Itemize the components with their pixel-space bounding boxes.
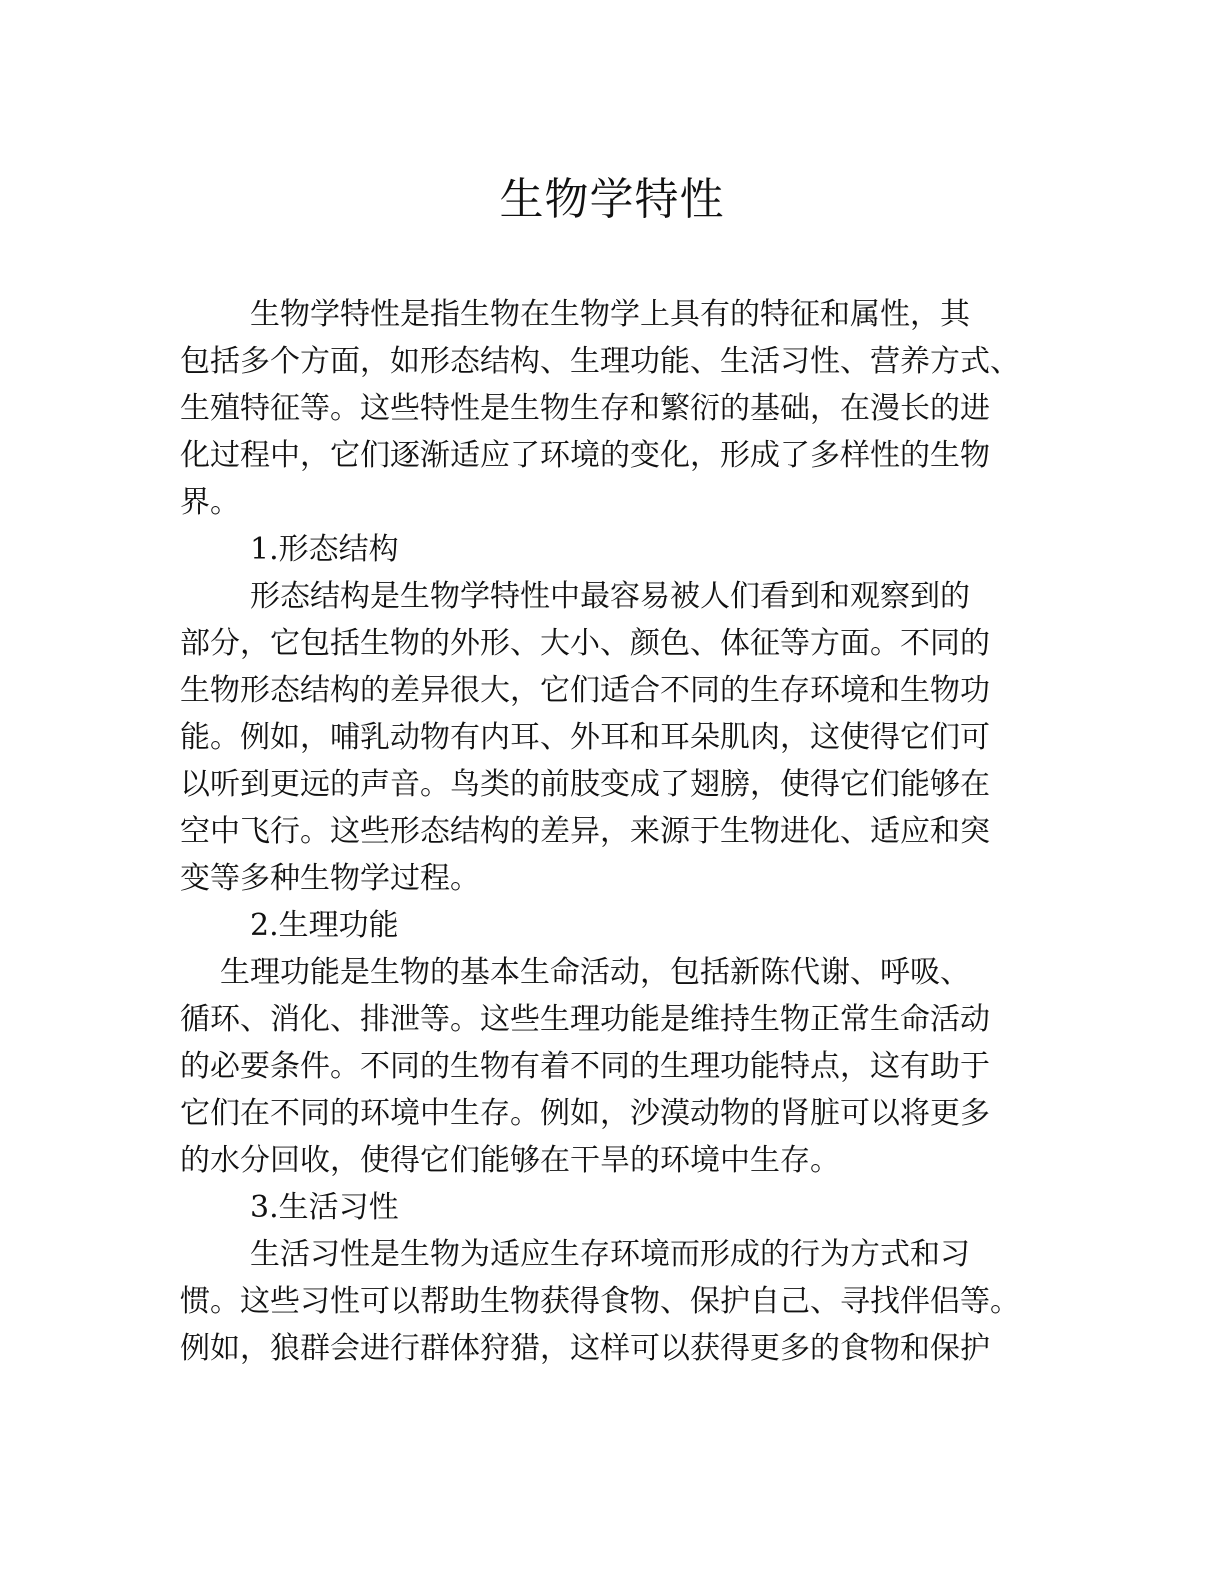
paragraph-line: 部分，它包括生物的外形、大小、颜色、体征等方面。不同的 (180, 626, 990, 661)
paragraph-line: 空中飞行。这些形态结构的差异，来源于生物进化、适应和突 (180, 814, 990, 849)
paragraph-line: 生殖特征等。这些特性是生物生存和繁衍的基础，在漫长的进 (180, 391, 990, 426)
paragraph-line: 它们在不同的环境中生存。例如，沙漠动物的肾脏可以将更多 (180, 1096, 990, 1131)
section-heading: 1.形态结构 (250, 532, 399, 567)
paragraph-line: 化过程中，它们逐渐适应了环境的变化，形成了多样性的生物 (180, 438, 990, 473)
paragraph-line: 惯。这些习性可以帮助生物获得食物、保护自己、寻找伴侣等。 (180, 1284, 1020, 1319)
paragraph-line: 生理功能是生物的基本生命活动，包括新陈代谢、呼吸、 (220, 955, 970, 990)
paragraph-line: 包括多个方面，如形态结构、生理功能、生活习性、营养方式、 (180, 344, 1020, 379)
paragraph-line: 变等多种生物学过程。 (180, 861, 480, 896)
paragraph-line: 形态结构是生物学特性中最容易被人们看到和观察到的 (250, 579, 970, 614)
section-heading: 3.生活习性 (250, 1190, 399, 1225)
paragraph-line: 能。例如，哺乳动物有内耳、外耳和耳朵肌肉，这使得它们可 (180, 720, 990, 755)
paragraph-line: 例如，狼群会进行群体狩猎，这样可以获得更多的食物和保护 (180, 1331, 990, 1366)
paragraph-line: 生物学特性是指生物在生物学上具有的特征和属性，其 (250, 297, 970, 332)
paragraph-line: 生物形态结构的差异很大，它们适合不同的生存环境和生物功 (180, 673, 990, 708)
page-title: 生物学特性 (499, 174, 725, 225)
paragraph-line: 循环、消化、排泄等。这些生理功能是维持生物正常生命活动 (180, 1002, 990, 1037)
paragraph-line: 界。 (180, 485, 240, 520)
paragraph-line: 的必要条件。不同的生物有着不同的生理功能特点，这有助于 (180, 1049, 990, 1084)
section-heading: 2.生理功能 (250, 908, 399, 943)
paragraph-line: 生活习性是生物为适应生存环境而形成的行为方式和习 (250, 1237, 970, 1272)
paragraph-line: 的水分回收，使得它们能够在干旱的环境中生存。 (180, 1143, 840, 1178)
paragraph-line: 以听到更远的声音。鸟类的前肢变成了翅膀，使得它们能够在 (180, 767, 990, 802)
